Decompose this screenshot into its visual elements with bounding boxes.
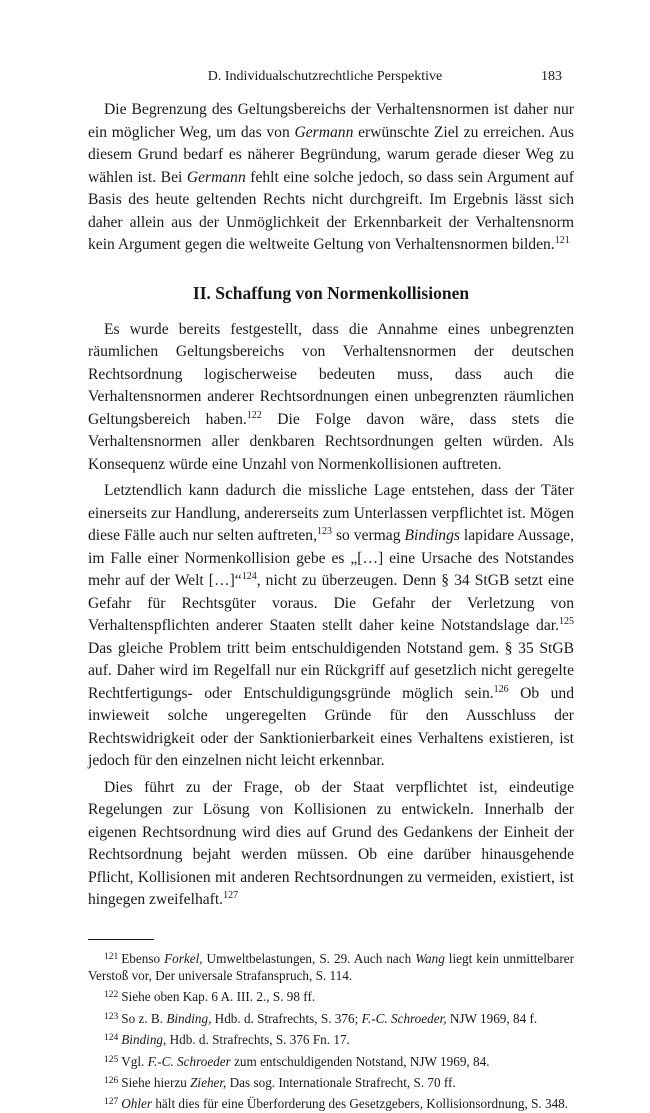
paragraph: [88, 777, 574, 912]
footnote-text: Vgl.: [121, 1053, 148, 1069]
footnote: [88, 1031, 574, 1048]
text-run: Das gleiche Problem tritt beim entschuldigenden Notstand gem. § 35 StGB auf. Daher wird im Regelfall nur ein Rückgriff auf gesetzlich nicht geregelte Rechtfertigungs- oder Entschuldigungsgründe möglich sein.: [88, 639, 574, 702]
footnote-marker: 127: [223, 890, 239, 901]
cited-author: Forkel,: [164, 950, 203, 966]
text-run: Letztendlich kann dadurch die missliche Lage entstehen, dass der Täter einerseits zur Handlung, andererseits zum Unterlassen verpflichtet ist. Mögen diese Fälle auch nur selten auftreten,: [88, 482, 574, 544]
footnote-number: 122: [104, 990, 119, 1001]
footnote-marker: 124: [241, 571, 257, 582]
cited-author: Zieher,: [190, 1074, 227, 1090]
text-run: erwünschte Ziel zu erreichen. Aus diesem Grund bedarf es näherer Begründung, warum gerade dieser Weg zu wählen ist. Bei: [88, 123, 574, 186]
text-run: Die Begrenzung des Geltungsbereichs der Verhaltensnormen ist daher nur ein möglicher Weg, um das von: [88, 101, 574, 141]
cited-author: Binding,: [166, 1010, 212, 1026]
footnote: [88, 988, 574, 1005]
footnote-text: So z. B.: [121, 1010, 167, 1026]
text-run: so vermag: [331, 527, 405, 544]
footnote-marker: 121: [554, 235, 570, 246]
footnote-marker: 125: [559, 616, 574, 627]
footnote: [88, 950, 574, 985]
footnote-text: Hdb. d. Strafrechts, S. 376;: [211, 1010, 362, 1026]
cited-author: F.-C. Schroeder,: [361, 1010, 447, 1026]
text-run: Ob und inwieweit solche ungeregelten Gründe für den Ausschluss der Rechtswidrigkeit oder der Sanktionierbarkeit eines Verhaltens existieren, ist jedoch für den einzelnen nicht leicht erkennbar.: [88, 684, 574, 769]
footnote-marker: 126: [493, 683, 509, 695]
author-name: Bindings: [404, 527, 460, 544]
paragraph: [88, 99, 574, 257]
footnote-number: 123: [104, 1011, 119, 1022]
author-name: Germann: [294, 123, 354, 141]
footnote-text: Umweltbelastungen, S. 29. Auch nach: [202, 950, 416, 966]
page-number: 183: [541, 69, 562, 84]
paragraph: [88, 319, 574, 477]
footnote: [88, 1095, 574, 1112]
footnote-marker: 123: [316, 526, 332, 537]
text-run: fehlt eine solche jedoch, so dass sein Argument auf Basis des heute geltenden Rechts nicht durchgreift. Im Ergebnis lässt sich daher allein aus der Unmöglichkeit der Erkennbarkeit der Verhaltensnorm kein Argument gegen die weltweite Geltung von Verhaltensnormen bilden.: [88, 168, 574, 253]
text-run: Dies führt zu der Frage, ob der Staat verpflichtet ist, eindeutige Regelungen zur Lösung von Kollisionen zu entwickeln. Innerhalb der eigenen Rechtsordnung wird dies auf Grund des Gedankens der Einheit der Rechtsordnung bejaht werden müssen. Ob eine darüber hinausgehende Pflicht, Kollisionen mit anderen Rechtsordnungen zu vermeiden, existiert, ist hingegen zweifelhaft.: [88, 778, 574, 908]
main-text: [88, 99, 574, 1113]
footnote-number: 125: [104, 1054, 119, 1065]
paragraph: [88, 480, 574, 773]
author-name: Germann: [186, 168, 246, 186]
cited-author: Binding,: [121, 1032, 167, 1048]
footnote: [88, 1053, 574, 1070]
footnote-number: 121: [104, 951, 119, 962]
text-run: Es wurde bereits festgestellt, dass die Annahme eines unbegrenzten räumlichen Geltungsbereichs von Verhaltensnormen der deutschen Rechtsordnung logischerweise bedeuten muss, dass auch die Verhaltensnormen anderer Rechtsordnungen einen unbegrenzten räumlichen Geltungsbereich haben.: [88, 320, 574, 428]
section-heading: II. Schaffung von Normenkollisionen: [192, 282, 470, 303]
footnote-separator: [88, 939, 154, 940]
running-title: D. Individualschutzrechtliche Perspektive: [207, 69, 443, 84]
text-run: , nicht zu überzeugen. Denn § 34 StGB setzt eine Gefahr für Rechtsgüter voraus. Die Gefahr der Verletzung von Verhaltenspflichten anderer Staaten stellt daher keine Notstandslage dar.: [88, 572, 574, 634]
footnote-text: Siehe hierzu: [121, 1074, 191, 1090]
running-head: [88, 68, 562, 86]
footnote-text: Das sog. Internationale Strafrecht, S. 70 ff.: [226, 1074, 456, 1090]
cited-author: Wang: [415, 950, 445, 966]
footnote-marker: 122: [246, 409, 262, 421]
footnote-text: liegt kein unmittelbarer Verstoß vor, Der universale Strafanspruch, S. 114.: [88, 950, 575, 983]
footnote-text: Siehe oben Kap. 6 A. III. 2., S. 98 ff.: [121, 989, 316, 1005]
footnote-text: Hdb. d. Strafrechts, S. 376 Fn. 17.: [166, 1032, 350, 1048]
footnote-text: zum entschuldigenden Notstand, NJW 1969, 84.: [230, 1053, 490, 1069]
footnotes: [88, 950, 574, 1113]
footnote: [88, 1010, 574, 1027]
footnote-text: hält dies für eine Überforderung des Gesetzgebers, Kollisionsordnung, S. 348.: [152, 1096, 569, 1112]
footnote-number: 126: [104, 1075, 119, 1086]
footnote-text: Ebenso: [121, 950, 165, 966]
footnote-number: 124: [104, 1033, 119, 1044]
cited-author: F.-C. Schroeder: [147, 1053, 231, 1069]
footnote: [88, 1074, 574, 1091]
footnote-text: NJW 1969, 84 f.: [446, 1010, 538, 1026]
cited-author: Ohler: [121, 1096, 153, 1112]
text-run: Die Folge davon wäre, dass stets die Verhaltensnormen aller denkbaren Rechtsordnungen gelten würden. Als Konsequenz würde eine Unzahl von Normenkollisionen auftreten.: [88, 410, 574, 473]
text-run: lapidare Aussage, im Falle einer Normenkollision gebe es „[…] eine Ursache des Notstandes mehr auf der Welt […]“: [88, 527, 574, 589]
footnote-number: 127: [104, 1097, 119, 1108]
